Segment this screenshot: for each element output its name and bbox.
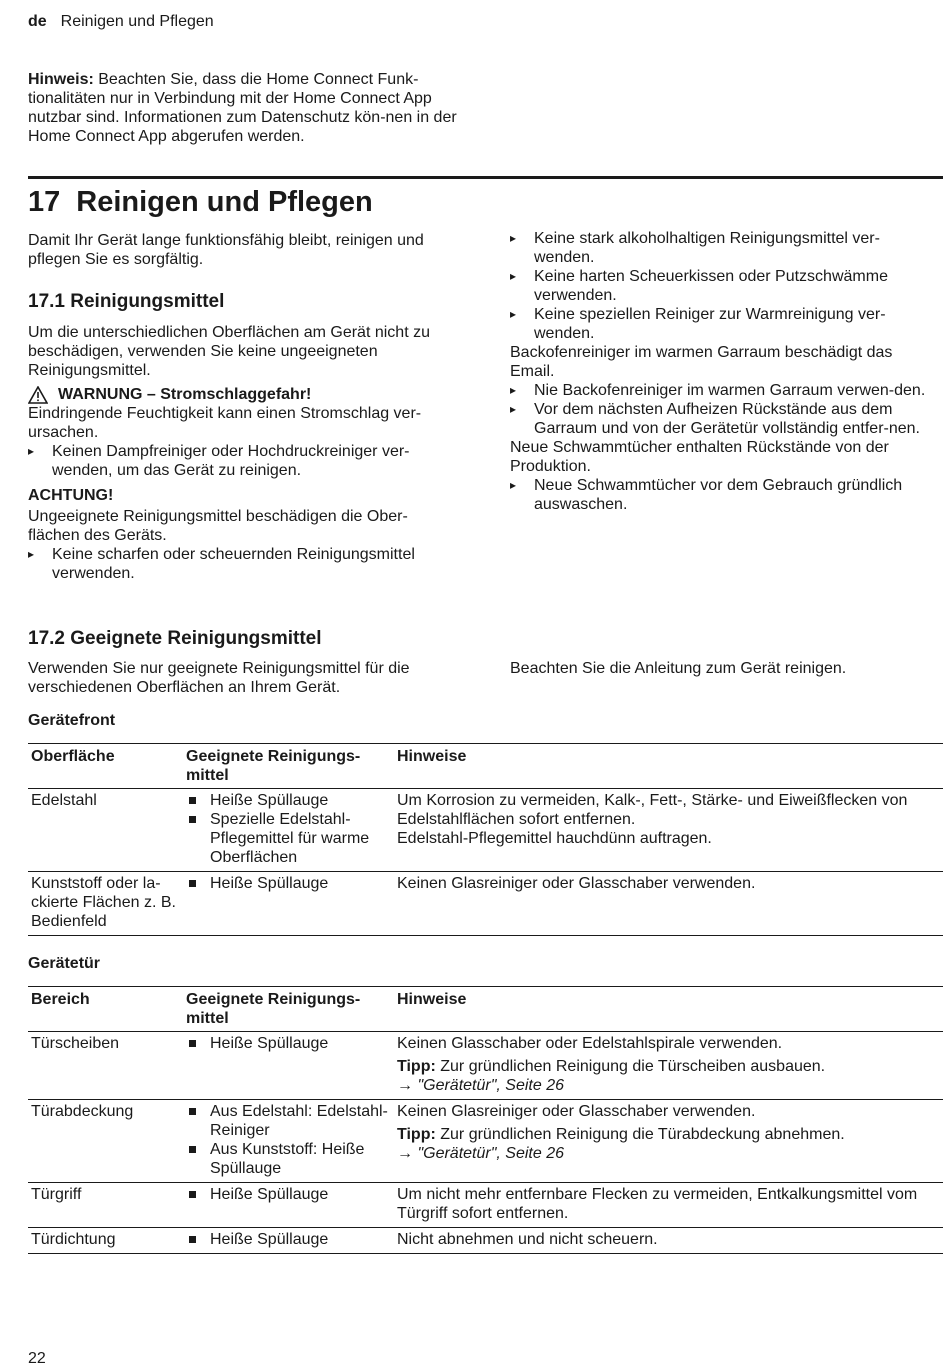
agent-item: Heiße Spüllauge [186,791,394,810]
agent-item: Heiße Spüllauge [186,1185,394,1204]
list-item: ▸ Nie Backofenreiniger im warmen Garraum verwen-den. [510,381,940,400]
note-text: Um Korrosion zu vermeiden, Kalk-, Fett-, Stärke- und Eiweißflecken von Edelstahlflächen sofort entfernen. [397,792,908,828]
surface-cell: Edelstahl [31,792,97,809]
table-header-row [28,744,943,789]
agent-item: Aus Edelstahl: Edelstahl-Reiniger [186,1102,394,1140]
achtung-title: ACHTUNG! [28,487,114,504]
area-cell: Türscheiben [31,1035,120,1052]
agents-cell [183,1032,394,1100]
agents-cell [183,1100,394,1183]
section-17-2-text-right: Beachten Sie die Anleitung zum Gerät reinigen. [510,660,847,677]
warning-bullet: ▸ Keinen Dampfreiniger oder Hochdruckreiniger ver-wenden, um das Gerät zu reinigen. [28,442,458,480]
table-row [28,1183,943,1228]
warning-title: WARNUNG – Stromschlaggefahr! [58,386,312,403]
agent-item: Heiße Spüllauge [186,1034,394,1053]
home-connect-note [28,70,458,146]
table-caption-geraetefront: Gerätefront [28,712,116,729]
column-header: Geeignete Reinigungs-mittel [186,991,361,1027]
column-header: Bereich [31,991,90,1008]
warning-text: Eindringende Feuchtigkeit kann einen Stromschlag ver-ursachen. [28,405,422,441]
section-17-2-text-left: Verwenden Sie nur geeignete Reinigungsmittel für die verschiedenen Oberflächen an Ihrem Gerät. [28,660,410,696]
right-column [510,229,940,514]
chapter-number: 17 [28,186,61,218]
agents-cell [183,789,394,872]
note-text: Keinen Glasschaber oder Edelstahlspirale verwenden. [397,1035,783,1052]
agent-item: Heiße Spüllauge [186,874,394,893]
section-17-1-title: 17.1 Reinigungsmittel [28,291,225,312]
column-header: Geeignete Reinigungs-mittel [186,748,361,784]
column-header: Hinweise [397,748,467,765]
tip-body: Zur gründlichen Reinigung die Türscheiben ausbauen. [435,1058,826,1075]
note-text: Edelstahl-Pflegemittel hauchdünn auftragen. [397,830,712,847]
agent-item: Heiße Spüllauge [186,1230,394,1249]
note-cell: Um nicht mehr entfernbare Flecken zu vermeiden, Entkalkungsmittel vom Türgriff sofort entfernen. [397,1186,918,1222]
agent-item: Aus Kunststoff: Heiße Spüllauge [186,1140,394,1178]
chapter-intro: Damit Ihr Gerät lange funktionsfähig bleibt, reinigen und pflegen Sie es sorgfältig. [28,232,424,268]
tip-label: Tipp: [397,1126,436,1143]
note-cell: Keinen Glasreiniger oder Glasschaber verwenden. [397,875,756,892]
section-17-1-text: Um die unterschiedlichen Oberflächen am Gerät nicht zu beschädigen, verwenden Sie keine ungeeigneten Reinigungsmittel. [28,324,430,379]
page-number: 22 [28,1350,46,1367]
table-geraetetuer [28,986,943,1254]
list-item: ▸ Vor dem nächsten Aufheizen Rückstände aus dem Garraum und von der Gerätetür vollständig entfer-nen. [510,400,940,438]
chapter-rule [28,176,943,179]
surface-cell: Kunststoff oder la-ckierte Flächen z. B. Bedienfeld [31,875,176,930]
table-row [28,1228,943,1254]
column-header: Oberfläche [31,748,115,765]
note-text: Beachten Sie, dass die Home Connect Funk-tionalitäten nur in Verbindung mit der Home Connect App nutzbar sind. Informationen zum Datenschutz kön-nen in der Home Connect App abgerufen werden. [28,71,457,145]
cross-reference-link[interactable]: → "Gerätetür", Seite 26 [397,1145,564,1162]
list-item: ▸ Keine stark alkoholhaltigen Reinigungsmittel ver-wenden. [510,229,940,267]
note-label: Hinweis: [28,71,94,88]
table-geraetefront [28,743,943,936]
list-item: ▸ Keine harten Scheuerkissen oder Putzschwämme verwenden. [510,267,940,305]
note-cell [394,1032,943,1100]
paragraph: Backofenreiniger im warmen Garraum beschädigt das Email. [510,344,893,380]
table-row [28,1100,943,1183]
table-caption-geraetetuer: Gerätetür [28,955,101,972]
area-cell: Türdichtung [31,1231,116,1248]
note-cell [394,789,943,872]
left-column [28,231,458,583]
agents-cell [183,872,394,936]
area-cell: Türgriff [31,1186,82,1203]
language-code: de [28,13,47,30]
list-item: ▸ Keine speziellen Reiniger zur Warmreinigung ver-wenden. [510,305,940,343]
chapter-title [28,185,373,219]
note-text: Keinen Glasreiniger oder Glasschaber verwenden. [397,1103,756,1120]
running-header [28,12,214,31]
cross-reference-link[interactable]: → "Gerätetür", Seite 26 [397,1077,564,1094]
agents-cell [183,1228,394,1254]
section-17-2-title: 17.2 Geeignete Reinigungsmittel [28,628,322,649]
achtung-bullet: ▸ Keine scharfen oder scheuernden Reinigungsmittel verwenden. [28,545,458,583]
list-item: ▸ Neue Schwammtücher vor dem Gebrauch gründlich auswaschen. [510,476,940,514]
tip-text [397,1125,943,1144]
achtung-text: Ungeeignete Reinigungsmittel beschädigen die Ober-flächen des Geräts. [28,508,408,544]
tip-body: Zur gründlichen Reinigung die Türabdeckung abnehmen. [435,1126,845,1143]
chapter-title-text: Reinigen und Pflegen [76,186,373,218]
warning-triangle-icon [28,386,48,404]
table-row [28,789,943,872]
column-header: Hinweise [397,991,467,1008]
note-cell: Nicht abnehmen und nicht scheuern. [397,1231,658,1248]
table-header-row [28,987,943,1032]
header-title: Reinigen und Pflegen [60,13,214,30]
tip-text [397,1057,943,1076]
tip-label: Tipp: [397,1058,436,1075]
agents-cell [183,1183,394,1228]
table-row [28,872,943,936]
warning-heading [28,385,458,404]
table-row [28,1032,943,1100]
agent-item: Spezielle Edelstahl-Pflegemittel für warme Oberflächen [186,810,394,867]
area-cell: Türabdeckung [31,1103,134,1120]
paragraph: Neue Schwammtücher enthalten Rückstände von der Produktion. [510,439,889,475]
note-cell [394,1100,943,1183]
